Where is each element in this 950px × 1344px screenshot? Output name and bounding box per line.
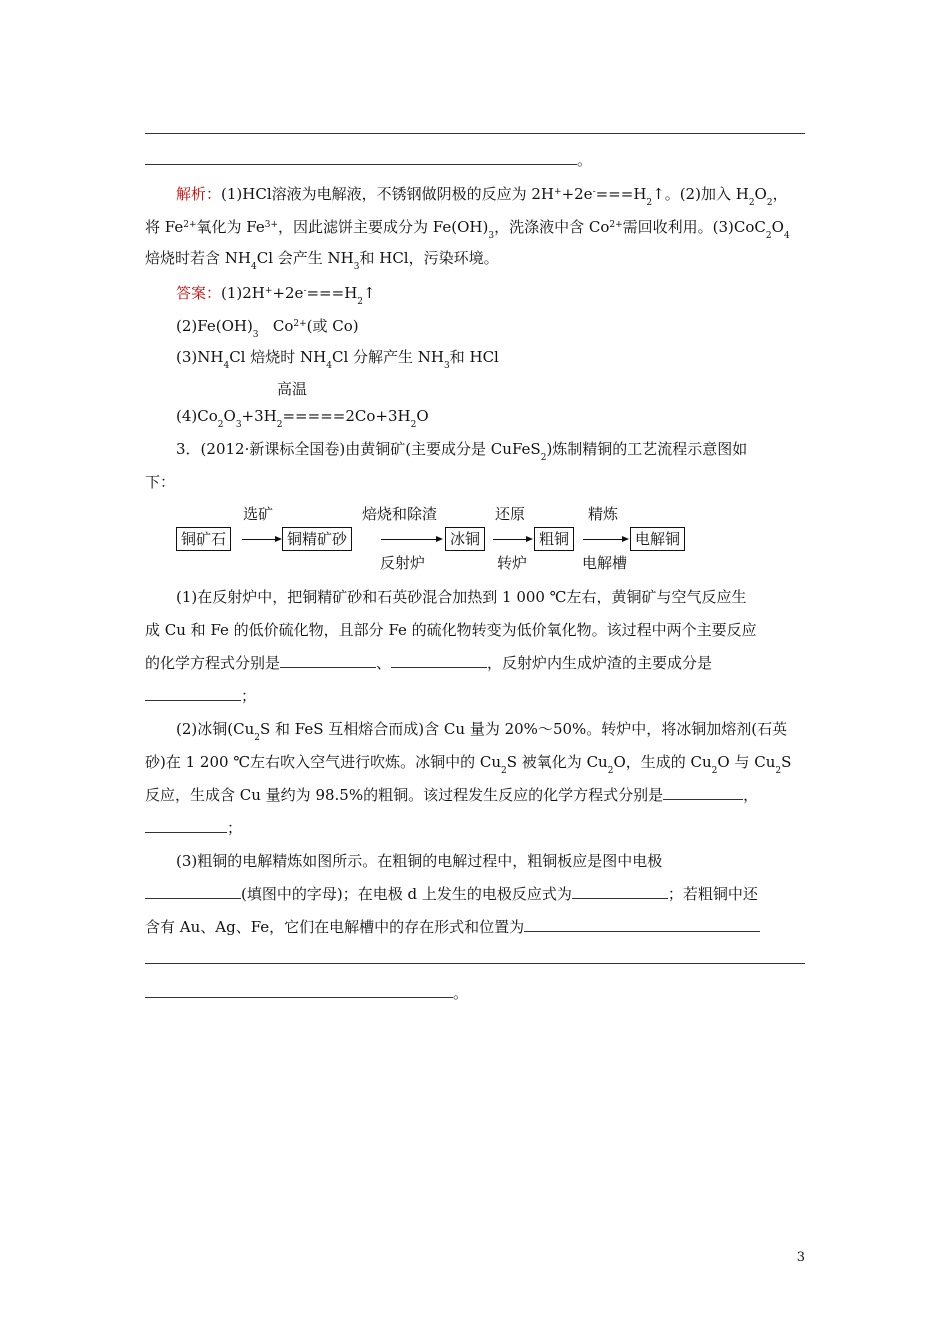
answer-line-1: 答案：$(1)2H^++2e^-===H_2↑$ — [176, 284, 376, 307]
flow-box-matte: 冰铜 — [445, 527, 485, 551]
answer-line — [145, 133, 805, 134]
answer-line-end: 。 — [145, 983, 468, 1003]
q3-part1-line-2: 成 Cu 和 Fe 的低价硫化物，且部分 Fe 的硫化物转变为低价氧化物。该过程中两个主要反应 — [145, 621, 757, 639]
q3-part1-line-1: (1)在反射炉中，把铜精矿砂和石英砂混合加热到 1 000 ℃左右，黄铜矿与空气反应生 — [176, 588, 747, 606]
flow-top-label-2: 焙烧和除渣 — [362, 505, 438, 523]
analysis-line-3: 焙烧时若含 $NH_4Cl$ 会产生 $NH_3$和 HCl，污染环境。 — [145, 249, 499, 272]
page-number: 3 — [796, 1250, 805, 1265]
answer-line-3: $(3)NH_4Cl$ 焙烧时 $NH_4Cl$ 分解产生 $NH_3$和 HCl — [176, 348, 499, 371]
q3-part2-line-3: 反应，生成含 Cu 量约为 98.5%的粗铜。该过程发生反应的化学方程式分别是 ， — [145, 786, 759, 804]
flow-bottom-label-2: 转炉 — [497, 554, 528, 572]
flow-top-label-1: 选矿 — [243, 505, 274, 523]
flow-top-label-3: 还原 — [495, 505, 526, 523]
answer-label: 答案： — [176, 284, 222, 302]
q3-part3-line-2: (填图中的字母)；在电极 d 上发生的电极反应式为 ；若粗铜中还 — [145, 884, 758, 904]
analysis-label: 解析： — [176, 185, 222, 203]
q3-part2-line-4: ； — [145, 818, 242, 838]
answer-line-2: $(2)Fe(OH)_3$ $Co^{2+}$(或 Co) — [176, 317, 359, 340]
flow-bottom-label-3: 电解槽 — [582, 554, 628, 572]
q3-part2-line-1: (2)冰铜($Cu_2S$ 和 FeS 互相熔合而成)含 Cu 量为 20%～50%。转炉中，将冰铜加熔剂(石英 — [176, 720, 788, 743]
reaction-condition: 高温 — [277, 380, 308, 398]
flow-arrow-1 — [242, 539, 280, 540]
flow-arrow-4 — [583, 539, 627, 540]
q3-part3-line-3: 含有 Au、Ag、Fe，它们在电解槽中的存在形式和位置为 — [145, 917, 760, 937]
q3-line-2: 下： — [145, 473, 176, 491]
q3-part1-line-3: 的化学方程式分别是 、 ，反射炉内生成炉渣的主要成分是 — [145, 654, 713, 672]
q3-part3-line-1: (3)粗铜的电解精炼如图所示。在粗铜的电解过程中，粗铜板应是图中电极 — [176, 852, 663, 870]
q3-line-1: 3．(2012·新课标全国卷)由黄铜矿(主要成分是 CuFeS$_2$)炼制精铜的工艺流程示意图如 — [176, 440, 748, 463]
flow-top-label-4: 精炼 — [588, 505, 619, 523]
flow-bottom-label-1: 反射炉 — [380, 554, 426, 572]
analysis-line-1: 解析：(1)HCl溶液为电解液，不锈钢做阴极的反应为 $2H^++2e^-===H_2↑$。(2)加入 $H_2O_2$， — [176, 185, 788, 208]
answer-line — [145, 963, 805, 964]
flow-box-concentrate: 铜精矿砂 — [282, 527, 352, 551]
flow-box-ore: 铜矿石 — [176, 527, 231, 551]
flow-arrow-3 — [493, 539, 531, 540]
flow-box-electrolytic: 电解铜 — [630, 527, 685, 551]
flow-box-blister: 粗铜 — [534, 527, 574, 551]
q3-part2-line-2: 砂)在 1 200 ℃左右吹入空气进行吹炼。冰铜中的 $Cu_2S$ 被氧化为 $Cu_2O$，生成的 $Cu_2O$ 与 $Cu_2S$ — [145, 753, 792, 776]
flow-arrow-2 — [381, 539, 441, 540]
q3-part1-line-4: ； — [145, 686, 256, 706]
answer-line-end: 。 — [145, 150, 592, 170]
answer-line-4: $(4)Co_2O_3+3H_2=====2Co+3H_2O$ — [176, 407, 429, 430]
analysis-line-2: 将 $Fe^{2+}$氧化为 $Fe^{3+}$，因此滤饼主要成分为 $Fe(OH)_3$，洗涤液中含 $Co^{2+}$需回收利用。$(3)CoC_2O_4$ — [145, 218, 790, 241]
